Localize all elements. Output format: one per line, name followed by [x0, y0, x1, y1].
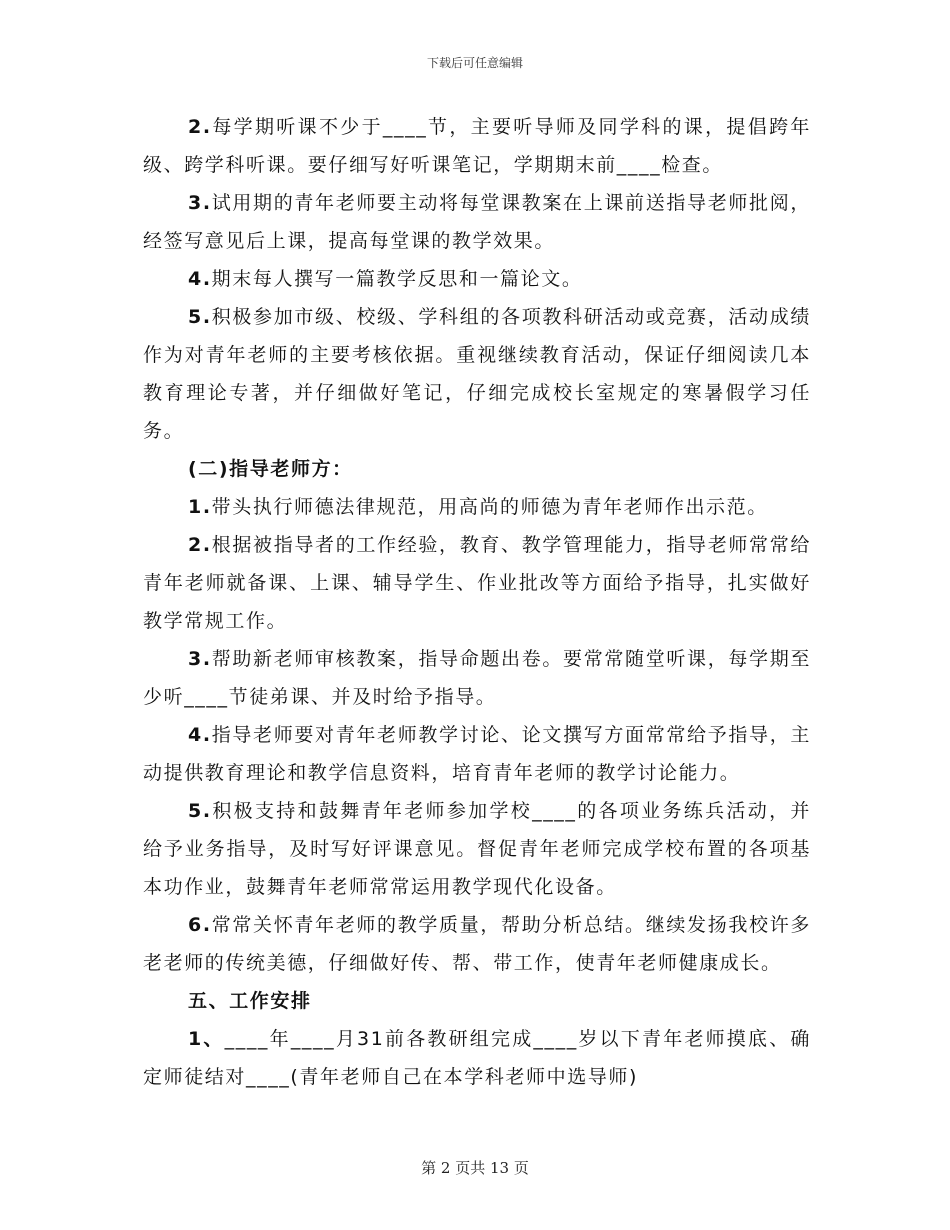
item-number: 2.	[188, 534, 212, 556]
paragraph-text: ____年____月31前各教研组完成____岁以下青年老师摸底、确定师徒结对____(青年老师自己在本学科老师中选导师)	[143, 1028, 812, 1088]
document-body	[143, 108, 811, 1096]
page-footer: 第 2 页共 13 页	[421, 1159, 529, 1177]
item-number: 5.	[188, 800, 212, 822]
paragraph	[143, 526, 811, 640]
item-number: 6.	[188, 914, 212, 936]
paragraph	[143, 792, 811, 906]
paragraph-text: 常常关怀青年老师的教学质量，帮助分析总结。继续发扬我校许多老老师的传统美德，仔细做好传、帮、带工作，使青年老师健康成长。	[143, 914, 811, 974]
item-number: 3.	[188, 648, 212, 670]
paragraph-text: 试用期的青年老师要主动将每堂课教案在上课前送指导老师批阅，经签写意见后上课，提高每堂课的教学效果。	[143, 192, 811, 252]
section-heading: (二)指导老师方：	[188, 458, 353, 480]
section-heading: 五、工作安排	[188, 990, 312, 1012]
paragraph	[143, 108, 811, 184]
paragraph-text: 每学期听课不少于____节，主要听导师及同学科的课，提倡跨年级、跨学科听课。要仔细写好听课笔记，学期期末前____检查。	[143, 116, 811, 176]
item-number: 4.	[188, 268, 212, 290]
paragraph-text: 指导老师要对青年老师教学讨论、论文撰写方面常常给予指导，主动提供教育理论和教学信息资料，培育青年老师的教学讨论能力。	[143, 724, 811, 784]
item-number: 1、	[188, 1028, 225, 1050]
paragraph	[143, 1020, 811, 1096]
paragraph-text: 帮助新老师审核教案，指导命题出卷。要常常随堂听课，每学期至少听____节徒弟课、并及时给予指导。	[143, 648, 811, 708]
paragraph	[143, 906, 811, 982]
paragraph-text: 根据被指导者的工作经验，教育、教学管理能力，指导老师常常给青年老师就备课、上课、辅导学生、作业批改等方面给予指导，扎实做好教学常规工作。	[143, 534, 811, 632]
paragraph	[143, 488, 811, 526]
paragraph	[143, 260, 811, 298]
paragraph-text: 积极支持和鼓舞青年老师参加学校____的各项业务练兵活动，并给予业务指导，及时写好评课意见。督促青年老师完成学校布置的各项基本功作业，鼓舞青年老师常常运用教学现代化设备。	[143, 800, 811, 898]
item-number: 1.	[188, 496, 212, 518]
item-number: 4.	[188, 724, 212, 746]
paragraph-text: 期末每人撰写一篇教学反思和一篇论文。	[211, 268, 583, 290]
page-header: 下载后可任意编辑	[426, 56, 523, 70]
paragraph	[143, 716, 811, 792]
paragraph	[143, 640, 811, 716]
paragraph-text: 积极参加市级、校级、学科组的各项教科研活动或竞赛，活动成绩作为对青年老师的主要考核依据。重视继续教育活动，保证仔细阅读几本教育理论专著，并仔细做好笔记，仔细完成校长室规定的寒暑假学习任务。	[143, 306, 811, 442]
paragraph-text: 带头执行师德法律规范，用高尚的师德为青年老师作出示范。	[211, 496, 768, 518]
paragraph	[143, 298, 811, 450]
paragraph	[143, 184, 811, 260]
item-number: 2.	[188, 116, 212, 138]
item-number: 5.	[188, 306, 212, 328]
item-number: 3.	[188, 192, 212, 214]
